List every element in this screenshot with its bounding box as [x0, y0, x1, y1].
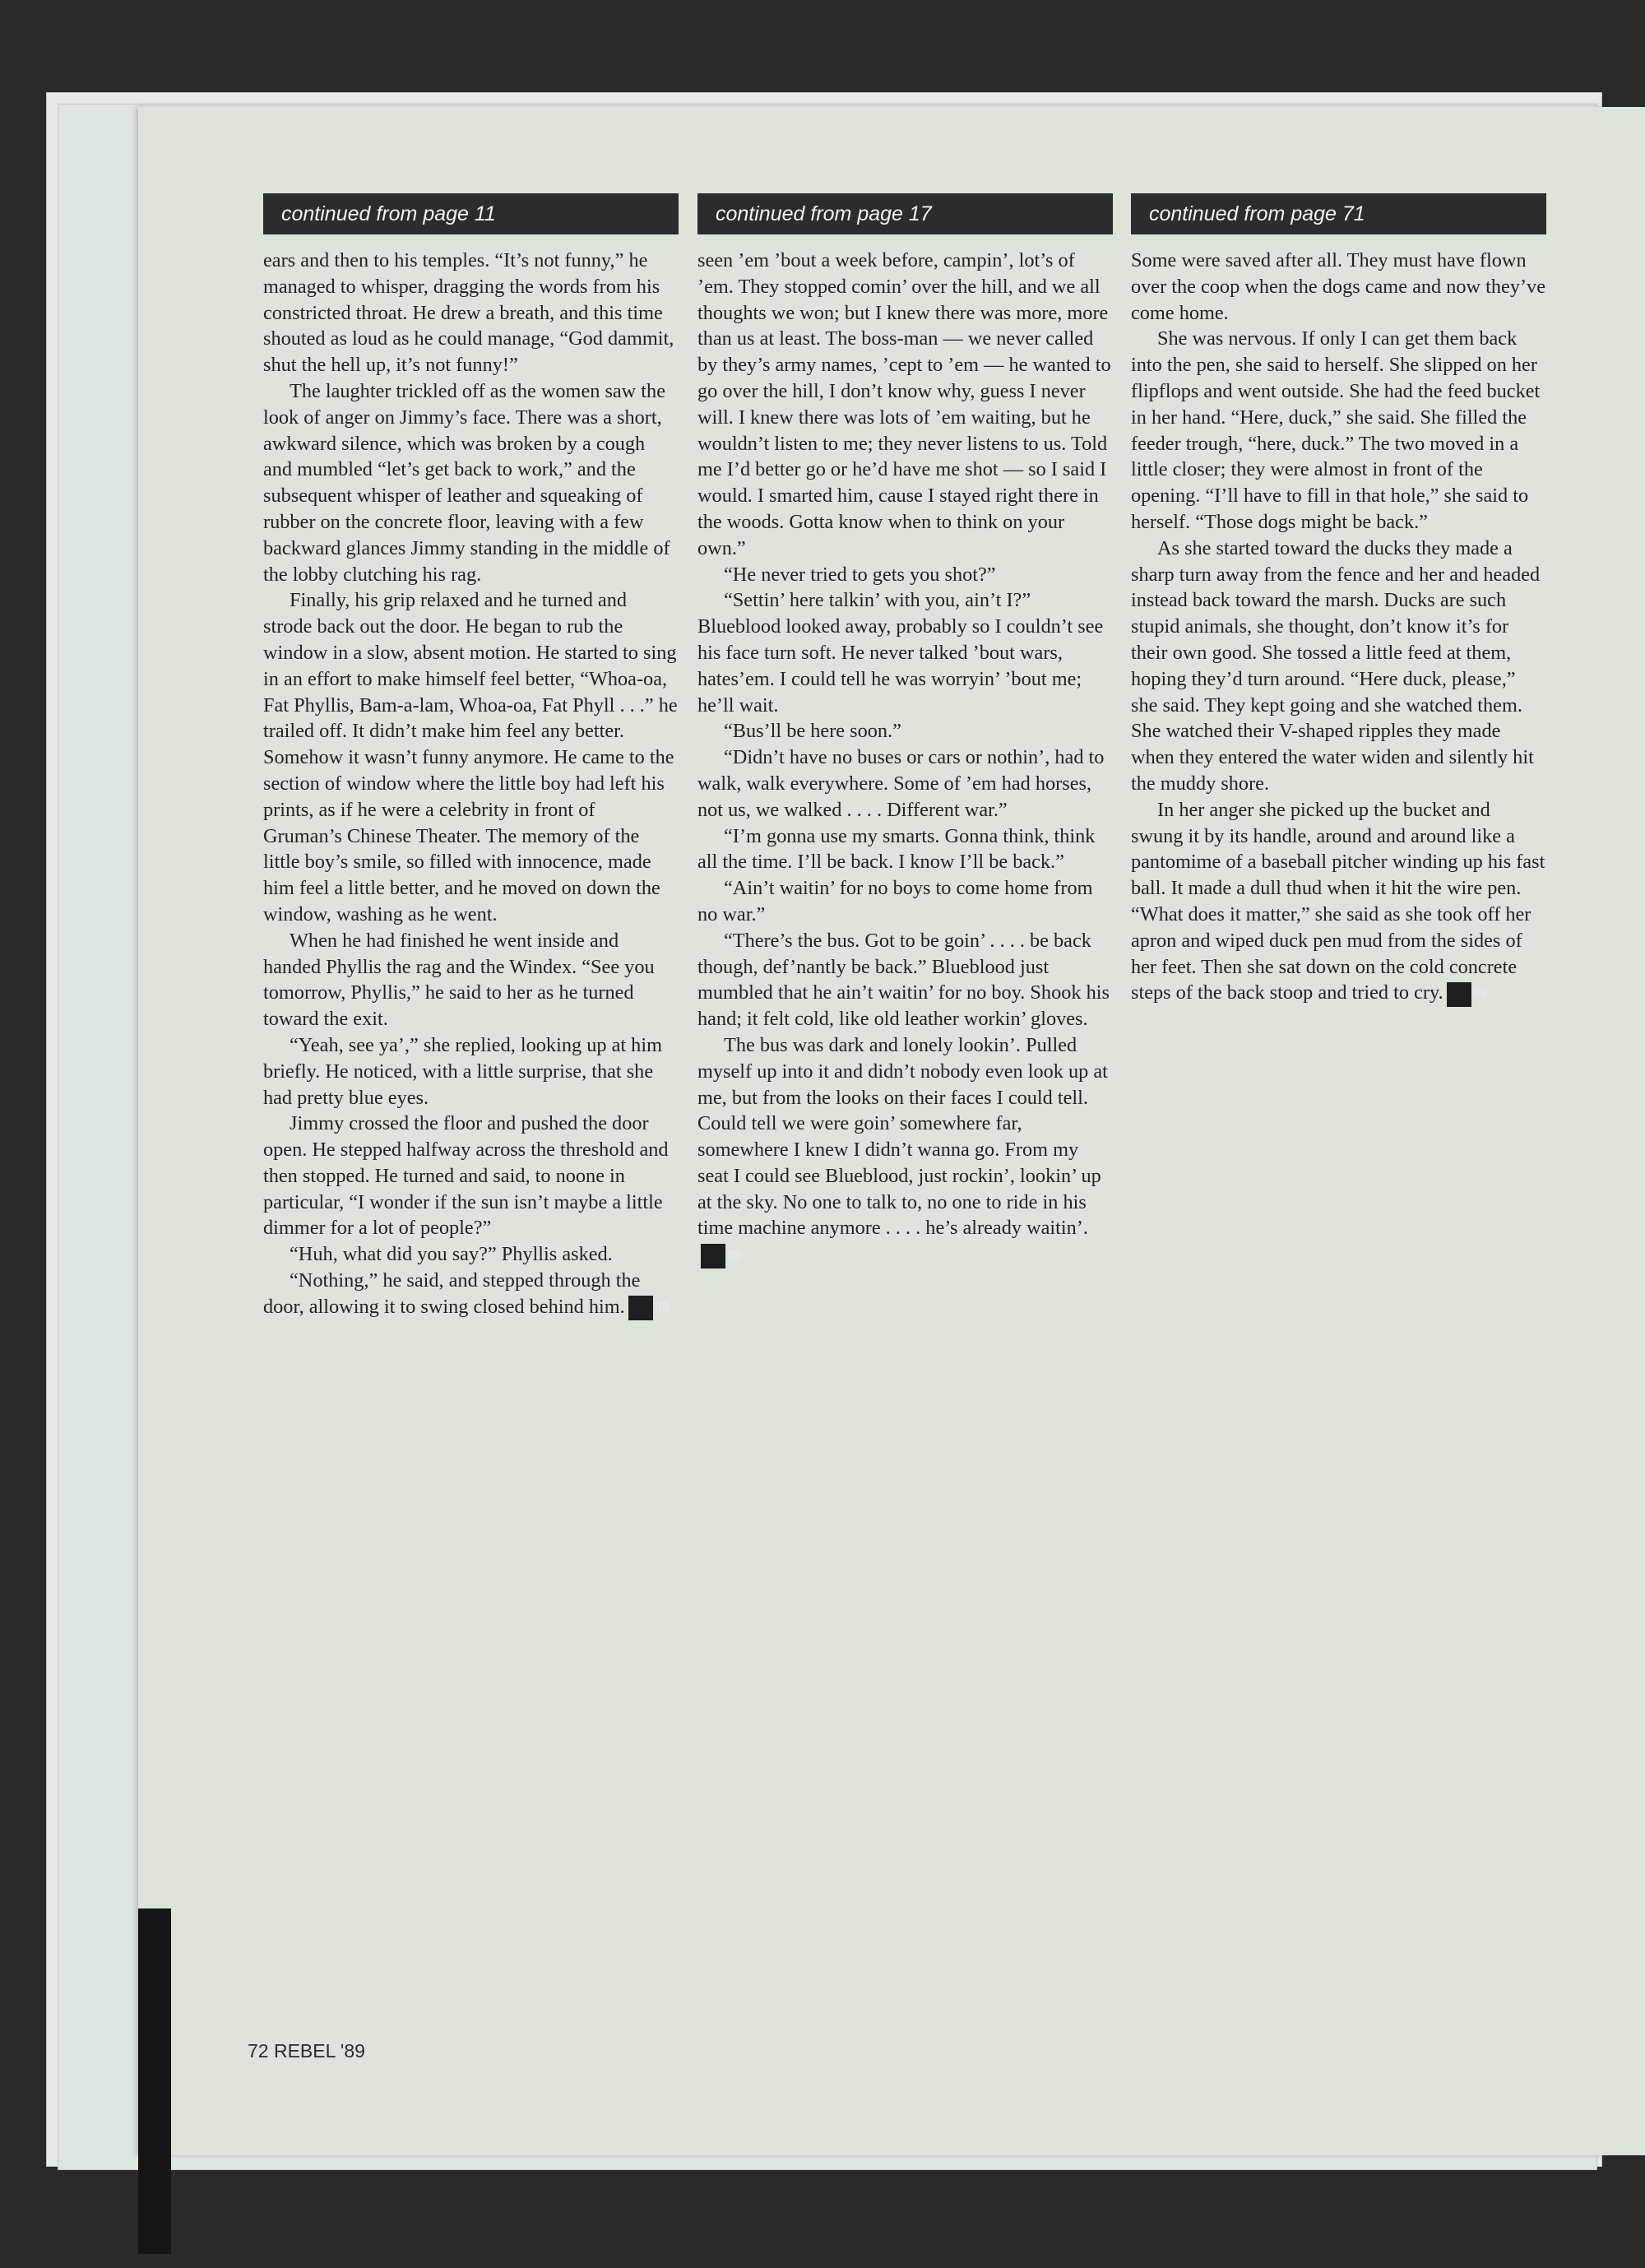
story-end-icon: 89 [1447, 982, 1471, 1007]
paragraph-text: Some were saved after all. They must have flown over the coop when the dogs came and now they’ve come home. [1131, 249, 1545, 324]
paragraph [1131, 536, 1546, 797]
paragraph [697, 718, 1113, 744]
paragraph-text: In her anger she picked up the bucket and swung it by its handle, around and around like a pantomime of a baseball pitcher winding up his fast ball. It made a dull thud when it hit the wire pen. “What does it matter,” she said as she took off her apron and wiped duck pen mud from the sides of her feet. Then she sat down on the cold concrete steps of the back stoop and tried to cry. [1131, 798, 1545, 1004]
paragraph-text: “Ain’t waitin’ for no boys to come home from no war.” [697, 877, 1093, 925]
paragraph [697, 562, 1113, 588]
paragraph-text: When he had finished he went inside and handed Phyllis the rag and the Windex. “See you tomorrow, Phyllis,” he said to her as he turned toward the exit. [263, 929, 655, 1031]
story-body [263, 248, 679, 1320]
paragraph-text: “Didn’t have no buses or cars or nothin’, had to walk, walk everywhere. Some of ’em had horses, not us, we walked . . . . Different war.” [697, 746, 1105, 821]
paragraph-text: The laughter trickled off as the women saw the look of anger on Jimmy’s face. There was a short, awkward silence, which was broken by a cough and mumbled “let’s get back to work,” and the subsequent whisper of leather and squeaking of rubber on the concrete floor, leaving with a few backward glances Jimmy standing in the middle of the lobby clutching his rag. [263, 379, 670, 586]
paragraph-text: “He never tried to gets you shot?” [724, 563, 996, 586]
story-end-icon: 89 [628, 1296, 653, 1320]
paragraph-text: Finally, his grip relaxed and he turned and strode back out the door. He began to rub the window in a slow, absent motion. He started to sing in an effort to make himself feel better, “Whoa-oa, Fat Phyllis, Bam-a-lam, Whoa-oa, Fat Phyll . . .” he trailed off. It didn’t make him feel any better. Somehow it wasn’t funny anymore. He came to the section of window where the little boy had left his prints, as if he were a celebrity in front of Gruman’s Chinese Theater. The memory of the little boy’s smile, so filled with innocence, made him feel a little better, and he moved on down the window, washing as he went. [263, 589, 678, 925]
continued-banner: continued from page 71 [1131, 193, 1546, 234]
paragraph-text: seen ’em ’bout a week before, campin’, lot’s of ’em. They stopped comin’ over the hill, and we all thoughts we won; but I knew there was more, more than us at least. The boss-man — we never called by they’s army names, ’cept to ’em — he wanted to go over the hill, I don’t know why, guess I never will. I knew there was lots of ’em waiting, but he wouldn’t listen to me; they never listens to us. Told me I’d better go or he’d have me shot — so I said I would. I smarted him, cause I stayed right there in the woods. Gotta know when to think on your own.” [697, 249, 1111, 559]
paragraph-text: The bus was dark and lonely lookin’. Pulled myself up into it and didn’t nobody even look up at me, but from the looks on their faces I could tell. Could tell we were goin’ somewhere far, somewhere I knew I didn’t wanna go. From my seat I could see Blueblood, just rockin’, lookin’ up at the sky. No one to talk to, no one to ride in his time machine anymore . . . . he’s already waitin’. [697, 1033, 1108, 1240]
paragraph [1131, 248, 1546, 326]
story-column-2 [697, 193, 1113, 1269]
paragraph-text: “Yeah, see ya’,” she replied, looking up at him briefly. He noticed, with a little surprise, that she had pretty blue eyes. [263, 1033, 662, 1109]
paragraph [697, 587, 1113, 718]
paragraph [697, 928, 1113, 1032]
paragraph [697, 875, 1113, 928]
paragraph-text: As she started toward the ducks they made a sharp turn away from the fence and her and headed instead back toward the marsh. Ducks are such stupid animals, she thought, don’t know it’s for their own good. She tossed a little feed at them, hoping they’d turn around. “Here duck, please,” she said. They kept going and she watched them. She watched their V-shaped ripples they made when they entered the water widen and silently hit the muddy shore. [1131, 536, 1541, 795]
paragraph-text: “There’s the bus. Got to be goin’ . . . . be back though, def’nantly be back.” Blueblood just mumbled that he ain’t waitin’ for no boy. Shook his hand; it felt cold, like old leather workin’ gloves. [697, 929, 1110, 1031]
story-body [697, 248, 1113, 1269]
paragraph [697, 823, 1113, 876]
paragraph [263, 248, 679, 378]
paragraph-text: “Nothing,” he said, and stepped through the door, allowing it to swing closed behind him. [263, 1269, 641, 1318]
paragraph [697, 1032, 1113, 1269]
paragraph [263, 928, 679, 1032]
paragraph [263, 1241, 679, 1268]
paragraph [1131, 326, 1546, 535]
paragraph [263, 1032, 679, 1111]
paragraph [263, 378, 679, 587]
continued-banner: continued from page 17 [697, 193, 1113, 234]
paragraph [697, 744, 1113, 823]
paragraph-text: “Settin’ here talkin’ with you, ain’t I?” Blueblood looked away, probably so I couldn’t see his face turn soft. He never talked ’bout wars, hates’em. I could tell he was worryin’ ’bout me; he’ll wait. [697, 589, 1104, 717]
paragraph [263, 1111, 679, 1241]
binding-shadow [138, 1909, 171, 2254]
page-footer: 72 REBEL '89 [248, 2040, 365, 2062]
paragraph-text: “Huh, what did you say?” Phyllis asked. [290, 1243, 613, 1266]
story-body [1131, 248, 1546, 1007]
continued-banner: continued from page 11 [263, 193, 679, 234]
paragraph-text: “Bus’ll be here soon.” [724, 720, 901, 743]
paragraph [263, 587, 679, 927]
paragraph [1131, 797, 1546, 1007]
story-column-1 [263, 193, 679, 1320]
paragraph-text: “I’m gonna use my smarts. Gonna think, think all the time. I’ll be back. I know I’ll be back.” [697, 824, 1096, 874]
paragraph [697, 248, 1113, 562]
story-end-icon: 89 [701, 1244, 725, 1269]
story-column-3 [1131, 193, 1546, 1007]
paragraph [263, 1268, 679, 1320]
paragraph-text: ears and then to his temples. “It’s not funny,” he managed to whisper, dragging the words from his constricted throat. He drew a breath, and this time shouted as loud as he could manage, “God dammit, shut the hell up, it’s not funny!” [263, 249, 674, 377]
magazine-page [138, 107, 1645, 2155]
paragraph-text: Jimmy crossed the floor and pushed the door open. He stepped halfway across the threshold and then stopped. He turned and said, to noone in particular, “I wonder if the sun isn’t maybe a little dimmer for a lot of people?” [263, 1112, 669, 1240]
paragraph-text: She was nervous. If only I can get them back into the pen, she said to herself. She slipped on her flipflops and went outside. She had the feed bucket in her hand. “Here, duck,” she said. She filled the feeder trough, “here, duck.” The two moved in a little closer; they were almost in front of the opening. “I’ll have to fill in that hole,” she said to herself. “Those dogs might be back.” [1131, 327, 1541, 533]
